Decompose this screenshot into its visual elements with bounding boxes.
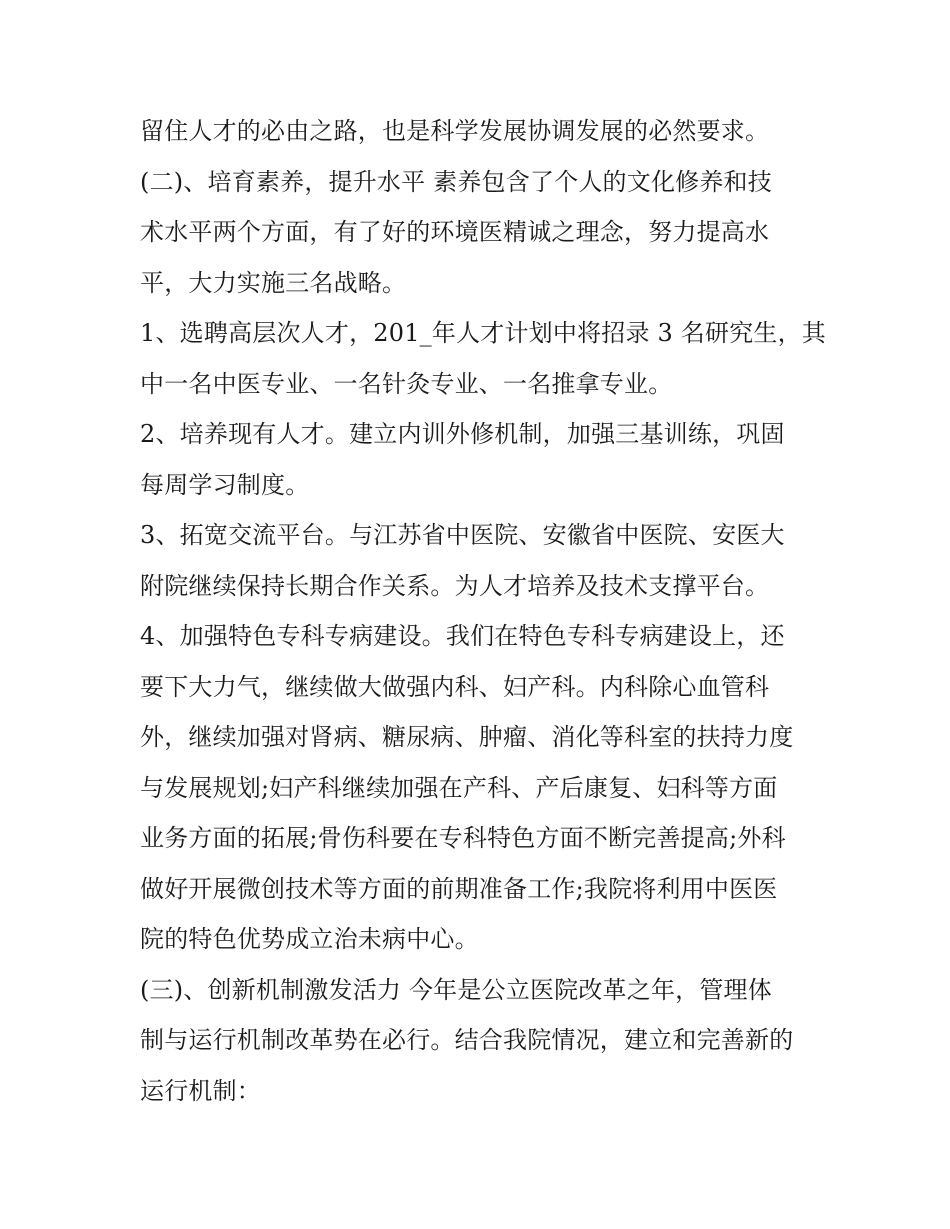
text-line: 做好开展微创技术等方面的前期准备工作;我院将利用中医医 [140, 874, 778, 903]
text-line: 中一名中医专业、一名针灸专业、一名推拿专业。 [140, 369, 673, 398]
text-line: 2、培养现有人才。建立内训外修机制，加强三基训练，巩固 [140, 420, 785, 448]
text-line: (三)、创新机制激发活力 今年是公立医院改革之年，管理体 [140, 975, 772, 1004]
text-line: 外，继续加强对肾病、糖尿病、肿瘤、消化等科室的扶持力度 [140, 723, 794, 751]
text-line: 3、拓宽交流平台。与江苏省中医院、安徽省中医院、安医大 [140, 521, 785, 549]
text-line: 每周学习制度。 [140, 470, 310, 499]
document-body [140, 106, 827, 1116]
text-line: 要下大力气，继续做大做强内科、妇产科。内科除心血管科 [140, 672, 770, 701]
text-line: 1、选聘高层次人才，201_年人才计划中将招录 3 名研究生，其 [140, 319, 827, 347]
text-line: 业务方面的拓展;骨伤科要在专科特色方面不断完善提高;外科 [140, 824, 786, 852]
text-line: 平，大力实施三名战略。 [140, 268, 407, 297]
text-line: 与发展规划;妇产科继续加强在产科、产后康复、妇科等方面 [140, 773, 778, 802]
text-line: 制与运行机制改革势在必行。结合我院情况，建立和完善新的 [140, 1026, 794, 1054]
text-line: 院的特色优势成立治未病中心。 [140, 925, 479, 953]
text-line: 术水平两个方面，有了好的环境医精诚之理念，努力提高水 [140, 218, 770, 246]
text-line: 4、加强特色专科专病建设。我们在特色专科专病建设上，还 [140, 622, 785, 650]
text-line: 附院继续保持长期合作关系。为人才培养及技术支撑平台。 [140, 571, 770, 600]
text-line: 运行机制： [140, 1076, 261, 1105]
text-line: (二)、培育素养，提升水平 素养包含了个人的文化修养和技 [140, 167, 772, 196]
text-line: 留住人才的必由之路，也是科学发展协调发展的必然要求。 [140, 117, 770, 145]
